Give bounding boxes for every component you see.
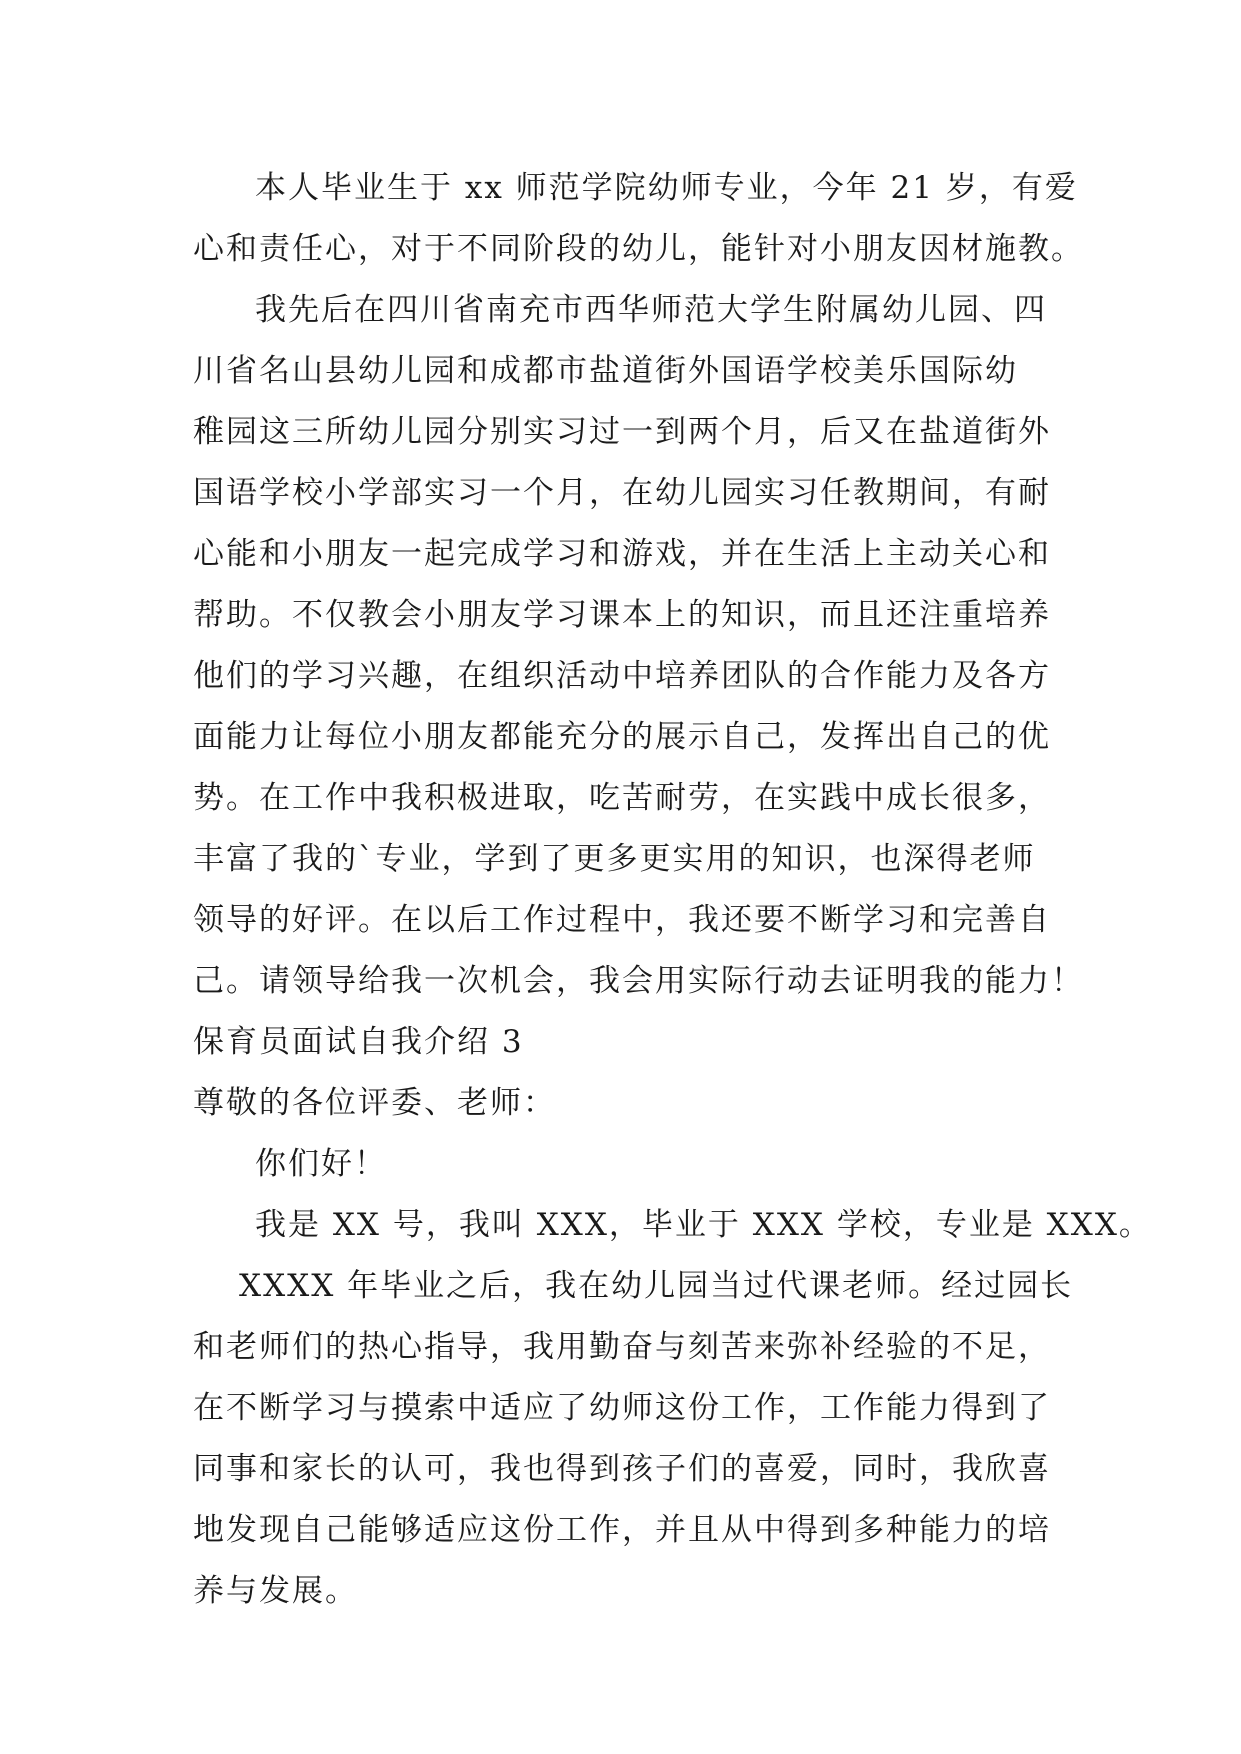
text-line: XXXX 年毕业之后，我在幼儿园当过代课老师。经过园长 bbox=[239, 1268, 1074, 1304]
text-line: 势。在工作中我积极进取，吃苦耐劳，在实践中成长很多， bbox=[193, 780, 1051, 816]
text-line: 心能和小朋友一起完成学习和游戏，并在生活上主动关心和 bbox=[193, 536, 1051, 572]
text-line: 稚园这三所幼儿园分别实习过一到两个月，后又在盐道街外 bbox=[193, 414, 1051, 450]
text-line: 养与发展。 bbox=[193, 1573, 358, 1609]
text-line: 和老师们的热心指导，我用勤奋与刻苦来弥补经验的不足， bbox=[193, 1329, 1051, 1365]
text-line: 领导的好评。在以后工作过程中，我还要不断学习和完善自 bbox=[193, 902, 1051, 938]
text-line: 在不断学习与摸索中适应了幼师这份工作，工作能力得到了 bbox=[193, 1390, 1051, 1426]
text-line: 他们的学习兴趣，在组织活动中培养团队的合作能力及各方 bbox=[193, 658, 1051, 694]
greeting: 你们好！ bbox=[255, 1146, 387, 1182]
text-line: 己。请领导给我一次机会，我会用实际行动去证明我的能力！ bbox=[193, 963, 1084, 999]
salutation: 尊敬的各位评委、老师： bbox=[193, 1085, 556, 1121]
text-line: 川省名山县幼儿园和成都市盐道街外国语学校美乐国际幼 bbox=[193, 353, 1018, 389]
text-line: 同事和家长的认可，我也得到孩子们的喜爱，同时，我欣喜 bbox=[193, 1451, 1051, 1487]
text-line: 心和责任心，对于不同阶段的幼儿，能针对小朋友因材施教。 bbox=[193, 231, 1084, 267]
section-heading: 保育员面试自我介绍 3 bbox=[193, 1024, 524, 1060]
text-line: 我是 XX 号，我叫 XXX，毕业于 XXX 学校，专业是 XXX。 bbox=[255, 1207, 1152, 1243]
document-body bbox=[193, 158, 1152, 1622]
text-line: 丰富了我的`专业，学到了更多更实用的知识，也深得老师 bbox=[193, 841, 1036, 877]
text-line: 面能力让每位小朋友都能充分的展示自己，发挥出自己的优 bbox=[193, 719, 1051, 755]
text-line: 我先后在四川省南充市西华师范大学生附属幼儿园、四 bbox=[255, 292, 1047, 328]
text-line: 本人毕业生于 xx 师范学院幼师专业，今年 21 岁，有爱 bbox=[255, 170, 1078, 206]
text-line: 国语学校小学部实习一个月，在幼儿园实习任教期间，有耐 bbox=[193, 475, 1051, 511]
text-line: 地发现自己能够适应这份工作，并且从中得到多种能力的培 bbox=[193, 1512, 1051, 1548]
text-line: 帮助。不仅教会小朋友学习课本上的知识，而且还注重培养 bbox=[193, 597, 1051, 633]
